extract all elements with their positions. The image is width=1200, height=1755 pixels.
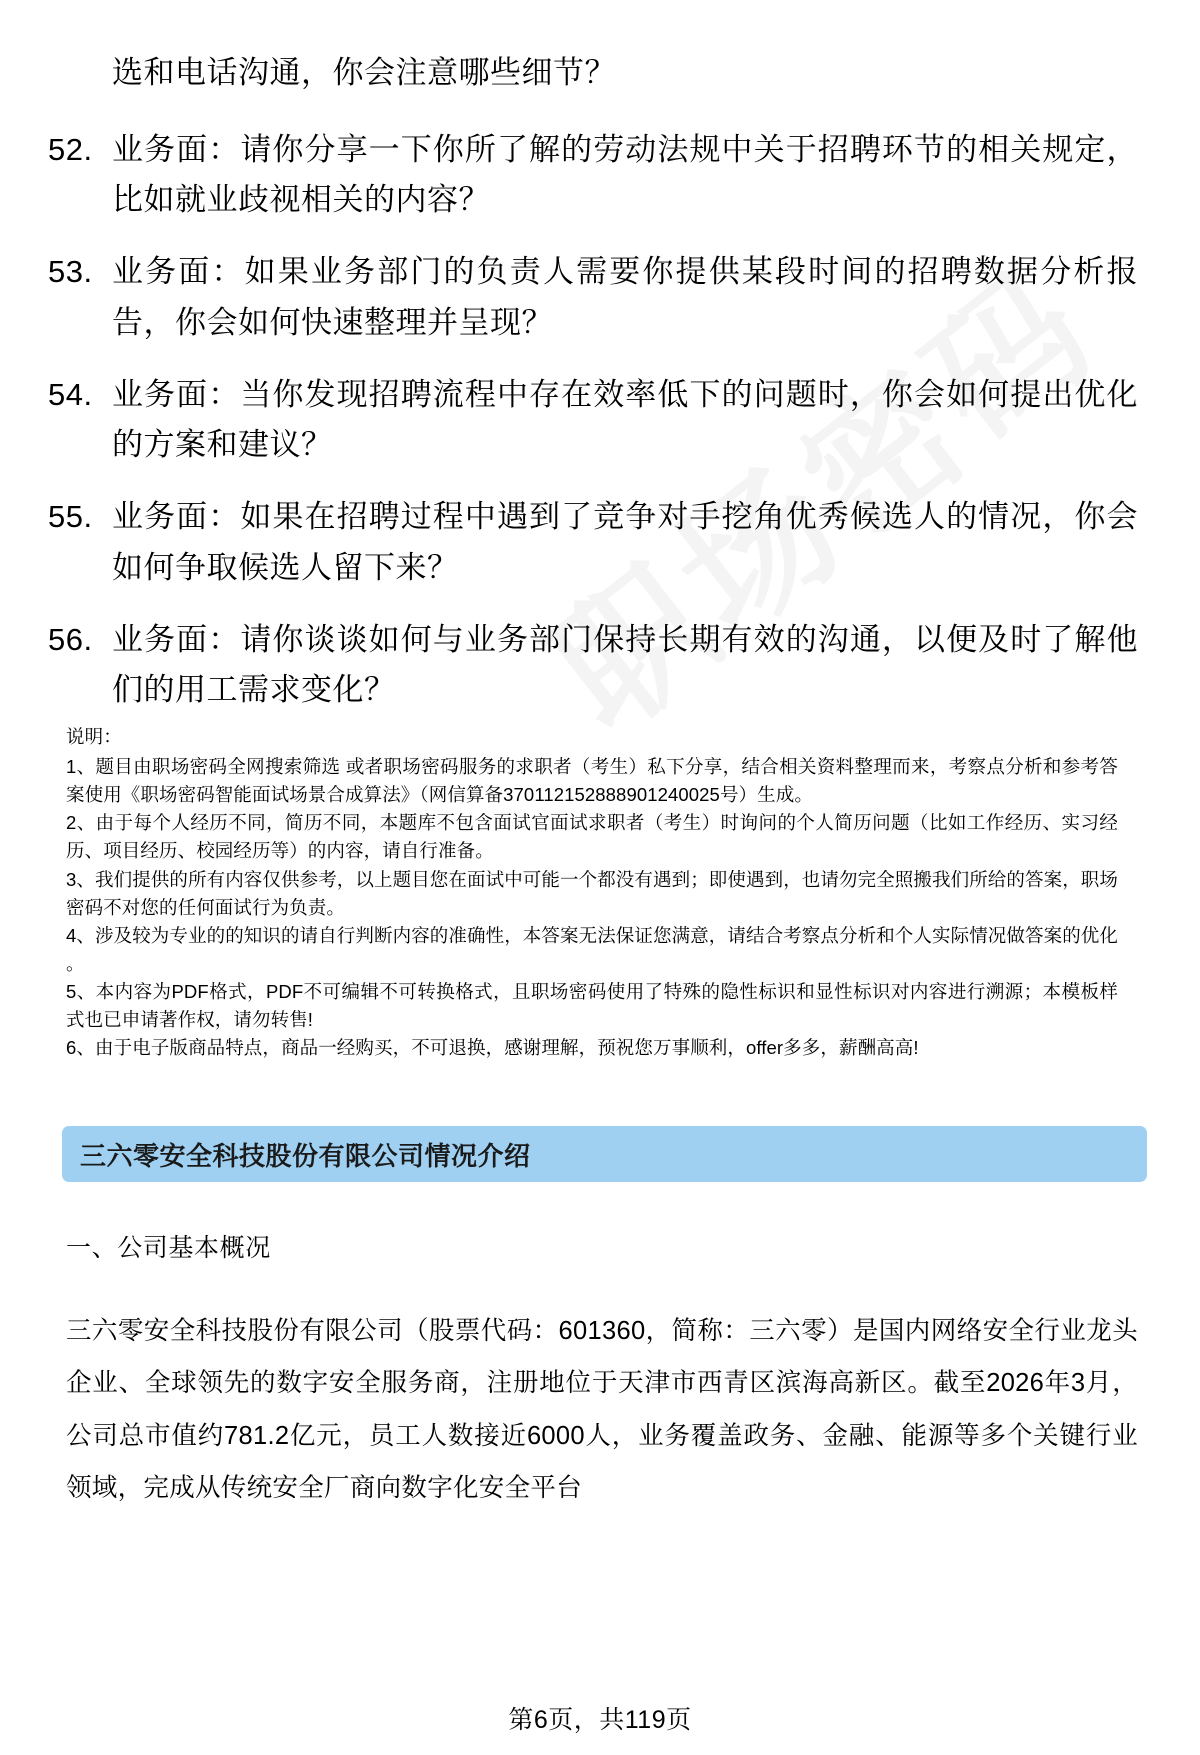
company-overview-paragraph: 三六零安全科技股份有限公司（股票代码：601360，简称：三六零）是国内网络安全行业龙头企业、全球领先的数字安全服务商，注册地位于天津市西青区滨海高新区。截至2026年3月，公司总市值约781.2亿元，员工人数接近6000人，业务覆盖政务、金融、能源等多个关键行业领域，完成从传统安全厂商向数字化安全平台 — [66, 1317, 1138, 1502]
notes-item: 1、题目由职场密码全网搜索筛选 或者职场密码服务的求职者（考生）私下分享，结合相关资料整理而来，考察点分析和参考答案使用《职场密码智能面试场景合成算法》（网信算备370112152888901240025号）生成。 — [66, 756, 1118, 806]
notes-item: 4、涉及较为专业的的知识的请自行判断内容的准确性，本答案无法保证您满意，请结合考察点分析和个人实际情况做答案的优化 。 — [66, 924, 1118, 974]
question-item — [48, 370, 1138, 470]
notes-title: 说明： — [66, 726, 122, 747]
question-text: 业务面：如果业务部门的负责人需要你提供某段时间的招聘数据分析报告，你会如何快速整理并呈现？ — [112, 254, 1138, 340]
section-banner-title: 三六零安全科技股份有限公司情况介绍 — [80, 1140, 531, 1171]
question-text: 业务面：请你分享一下你所了解的劳动法规中关于招聘环节的相关规定，比如就业歧视相关的内容？ — [112, 132, 1138, 218]
notes-item: 6、由于电子版商品特点，商品一经购买，不可退换，感谢理解，预祝您万事顺利，offer多多，薪酬高高! — [66, 1037, 919, 1059]
question-number: 54. — [48, 376, 93, 412]
question-text: 业务面：如果在招聘过程中遇到了竞争对手挖角优秀候选人的情况，你会如何争取候选人留下来？ — [112, 499, 1138, 585]
question-number: 55. — [48, 499, 93, 535]
notes-block — [66, 723, 1118, 1062]
notes-item: 5、本内容为PDF格式，PDF不可编辑不可转换格式，且职场密码使用了特殊的隐性标识和显性标识对内容进行溯源；本模板样式也已申请著作权，请勿转售! — [66, 980, 1118, 1031]
question-list — [48, 125, 1138, 737]
page-footer: 第6页，共119页 — [508, 1706, 692, 1734]
question-number: 52. — [48, 132, 93, 167]
question-text: 业务面：请你谈谈如何与业务部门保持长期有效的沟通，以便及时了解他们的用工需求变化？ — [112, 621, 1138, 707]
question-text: 业务面：当你发现招聘流程中存在效率低下的问题时，你会如何提出优化的方案和建议？ — [112, 376, 1138, 463]
question-number: 56. — [48, 621, 93, 657]
section-banner — [62, 1126, 1147, 1182]
subsection-heading: 一、公司基本概况 — [66, 1234, 271, 1262]
notes-item: 2、由于每个人经历不同，简历不同，本题库不包含面试官面试求职者（考生）时询问的个人简历问题（比如工作经历、实习经历、项目经历、校园经历等）的内容，请自行准备。 — [66, 812, 1118, 862]
question-number: 53. — [48, 254, 93, 290]
notes-item: 3、我们提供的所有内容仅供参考，以上题目您在面试中可能一个都没有遇到；即使遇到，也请勿完全照搬我们所给的答案，职场密码不对您的任何面试行为负责。 — [66, 868, 1118, 918]
question-continuation-line: 选和电话沟通，你会注意哪些细节？ — [112, 55, 616, 90]
question-item — [48, 125, 1138, 225]
question-item — [48, 615, 1138, 715]
question-item — [48, 247, 1138, 347]
question-item — [48, 492, 1138, 592]
